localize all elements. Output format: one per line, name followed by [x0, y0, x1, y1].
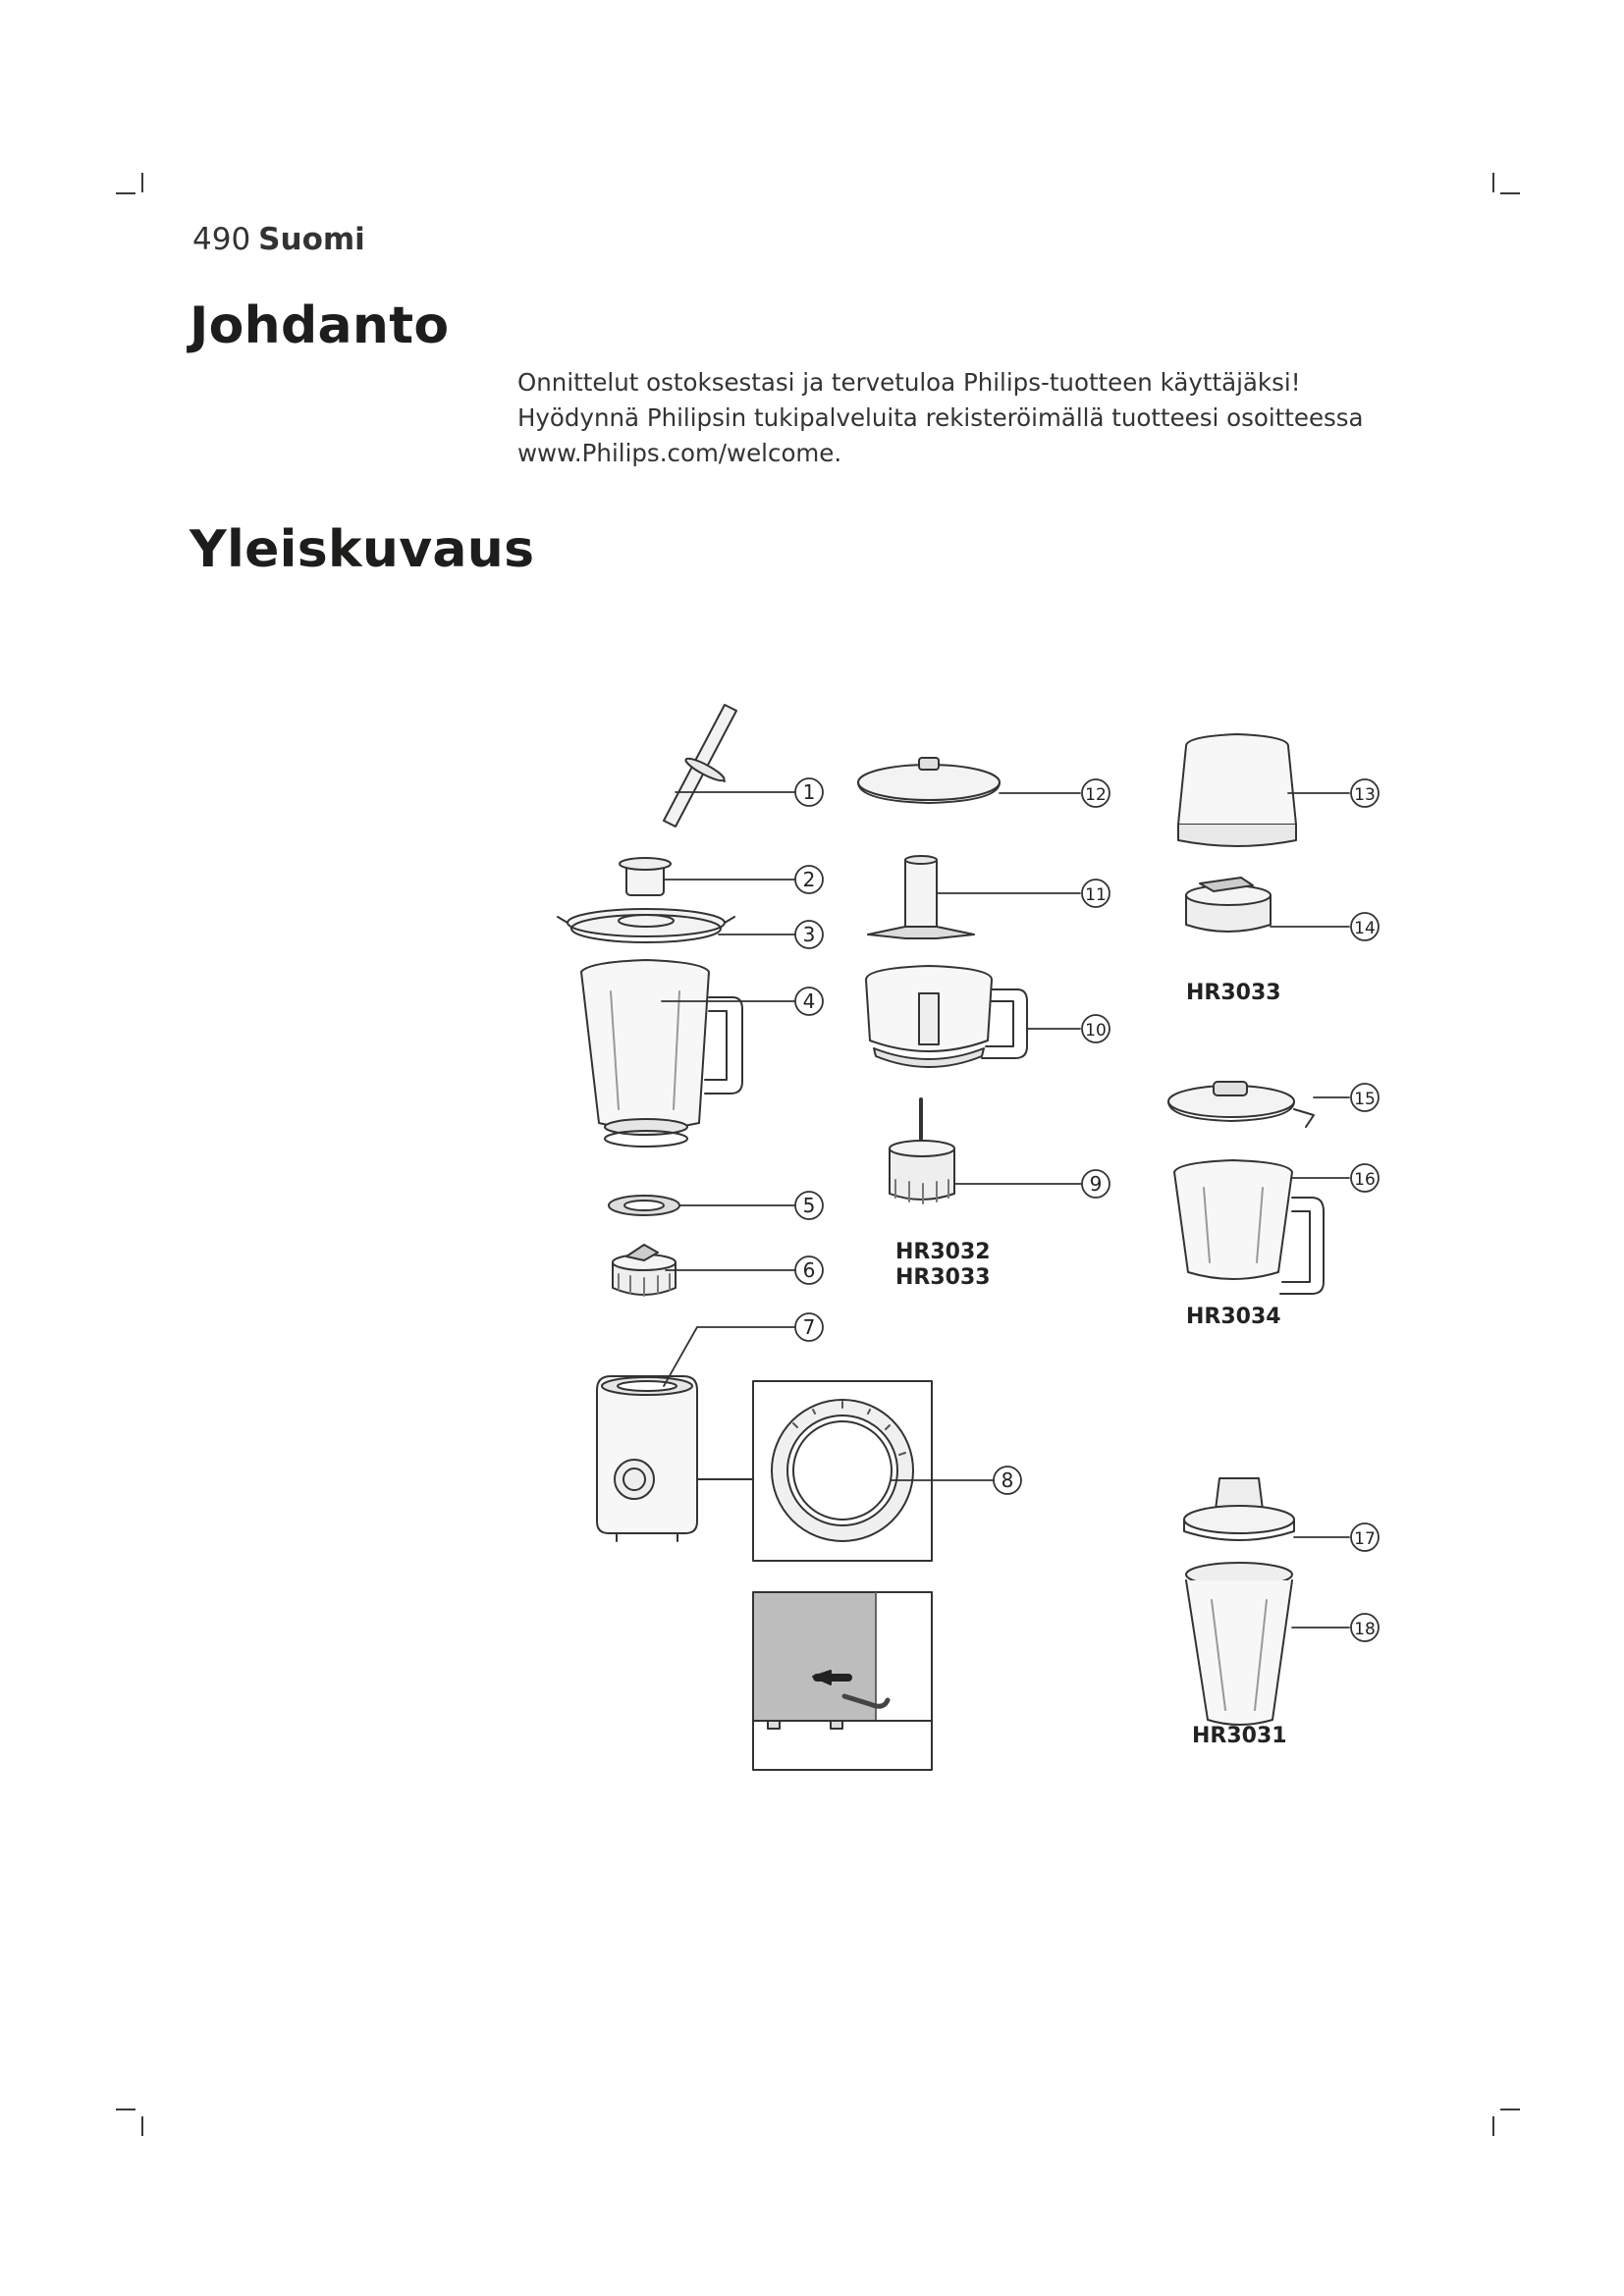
model-label-hr3031: HR3031	[1192, 1724, 1287, 1748]
product-overview-illustration	[550, 677, 1414, 1796]
control-panel-detail-drawing	[697, 1381, 932, 1561]
callout-1: 1	[802, 780, 816, 804]
mill-blade-drawing	[1186, 878, 1271, 932]
callout-13: 13	[1354, 785, 1376, 805]
callout-14: 14	[1354, 919, 1376, 938]
callout-11: 11	[1085, 885, 1107, 905]
crop-mark-tr-h	[1500, 192, 1520, 194]
jar-lid-drawing	[558, 909, 734, 942]
callout-5: 5	[802, 1194, 816, 1217]
intro-text	[517, 365, 1401, 471]
crop-mark-tr-v	[1492, 173, 1494, 192]
callout-12: 12	[1085, 785, 1107, 805]
intro-line-2: Hyödynnä Philipsin tukipalveluita rekisteröimällä tuotteesi osoitteessa	[517, 403, 1364, 432]
model-label-hr3034: HR3034	[1186, 1305, 1281, 1329]
model-label-hr3033-right: HR3033	[1186, 981, 1281, 1005]
callout-17: 17	[1354, 1529, 1376, 1549]
chopper-blade-drawing	[868, 856, 974, 938]
motor-unit-drawing	[597, 1376, 697, 1541]
callout-4: 4	[802, 989, 816, 1013]
intro-line-1: Onnittelut ostoksestasi ja tervetuloa Philips-tuotteen käyttäjäksi!	[517, 368, 1301, 397]
callout-3: 3	[802, 923, 816, 946]
lid-cap-drawing	[620, 858, 671, 895]
grinder-blade-unit-drawing	[890, 1099, 954, 1203]
chopper-bowl-drawing	[866, 966, 1027, 1067]
callout-15: 15	[1354, 1090, 1376, 1109]
bottle-lid-drawing	[1184, 1478, 1294, 1540]
mill-cup-drawing	[1178, 734, 1296, 846]
callout-8: 8	[1001, 1468, 1014, 1492]
bottle-drawing	[1186, 1563, 1292, 1725]
section-title-introduction: Johdanto	[189, 296, 450, 355]
model-label-hr3033-middle: HR3033	[895, 1265, 991, 1290]
crop-mark-tl-v	[141, 173, 143, 192]
crop-mark-br-v	[1492, 2116, 1494, 2136]
jug-lid-drawing	[1168, 1082, 1314, 1127]
callout-9: 9	[1089, 1172, 1103, 1196]
callout-2: 2	[802, 868, 816, 891]
callout-18: 18	[1354, 1620, 1376, 1639]
blender-jar-drawing	[581, 960, 742, 1147]
tamper-drawing	[664, 705, 736, 827]
intro-line-3: www.Philips.com/welcome.	[517, 439, 842, 467]
crop-mark-tl-h	[116, 192, 135, 194]
page-number: 490	[192, 222, 251, 257]
crop-mark-bl-h	[116, 2109, 135, 2110]
cord-storage-detail-drawing	[753, 1592, 932, 1770]
page-header	[192, 222, 365, 257]
model-label-hr3032: HR3032	[895, 1240, 991, 1264]
callout-16: 16	[1354, 1170, 1376, 1190]
language-label: Suomi	[258, 222, 365, 257]
callout-7: 7	[802, 1315, 816, 1339]
sealing-ring-drawing	[609, 1196, 679, 1215]
crop-mark-br-h	[1500, 2109, 1520, 2110]
callout-6: 6	[802, 1258, 816, 1282]
section-title-overview: Yleiskuvaus	[189, 520, 535, 579]
chopper-lid-drawing	[858, 758, 1000, 803]
jug-drawing	[1174, 1160, 1324, 1294]
crop-mark-bl-v	[141, 2116, 143, 2136]
callout-10: 10	[1085, 1021, 1107, 1041]
